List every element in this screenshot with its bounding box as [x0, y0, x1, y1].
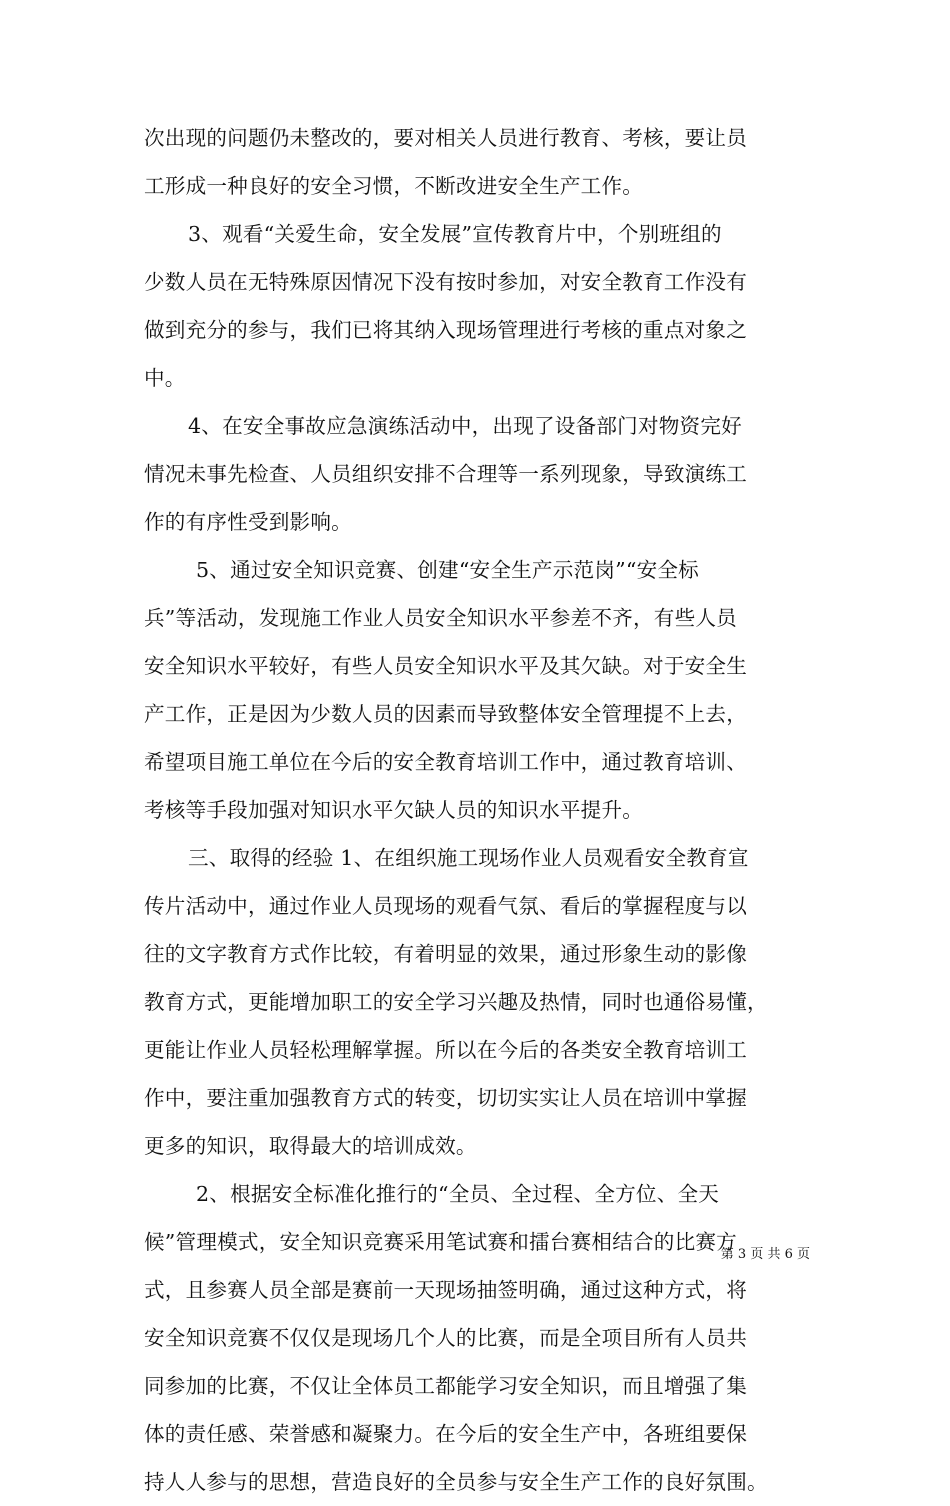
- text-line: 兵”等活动，发现施工作业人员安全知识水平参差不齐，有些人员: [144, 606, 737, 630]
- text-line: 安全知识竞赛不仅仅是现场几个人的比赛，而是全项目所有人员共: [144, 1326, 748, 1350]
- text-line: 工形成一种良好的安全习惯，不断改进安全生产工作。: [144, 174, 644, 198]
- text-line: 中。: [144, 366, 186, 390]
- text-line: 考核等手段加强对知识水平欠缺人员的知识水平提升。: [144, 798, 644, 822]
- text-line: 情况未事先检查、人员组织安排不合理等一系列现象，导致演练工: [144, 462, 748, 486]
- text-line: 安全知识水平较好，有些人员安全知识水平及其欠缺。对于安全生: [144, 654, 748, 678]
- text-line: 候”管理模式，安全知识竞赛采用笔试赛和擂台赛相结合的比赛方: [144, 1230, 737, 1254]
- text-line: 产工作，正是因为少数人员的因素而导致整体安全管理提不上去，: [144, 702, 748, 726]
- paragraph-start-3: 3、观看“关爱生命，安全发展”宣传教育片中，个别班组的: [188, 222, 722, 246]
- text-line: 持人人参与的思想，营造良好的全员参与安全生产工作的良好氛围。: [144, 1470, 768, 1494]
- paragraph-start-4: 4、在安全事故应急演练活动中，出现了设备部门对物资完好: [188, 414, 742, 438]
- page-number-footer: 第 3 页 共 6 页: [720, 1247, 810, 1262]
- document-body: [144, 114, 810, 1506]
- paragraph-start-5: 5、通过安全知识竞赛、创建“安全生产示范岗”“安全标: [196, 558, 699, 582]
- text-line: 教育方式，更能增加职工的安全学习兴趣及热情，同时也通俗易懂，: [144, 990, 768, 1014]
- text-line: 更能让作业人员轻松理解掌握。所以在今后的各类安全教育培训工: [144, 1038, 748, 1062]
- text-line: 往的文字教育方式作比较，有着明显的效果，通过形象生动的影像: [144, 942, 748, 966]
- paragraph-start-experience: 三、取得的经验 1、在组织施工现场作业人员观看安全教育宣: [188, 846, 749, 870]
- text-line: 传片活动中，通过作业人员现场的观看气氛、看后的掌握程度与以: [144, 894, 748, 918]
- text-line: 式，且参赛人员全部是赛前一天现场抽签明确，通过这种方式，将: [144, 1278, 748, 1302]
- text-line: 少数人员在无特殊原因情况下没有按时参加，对安全教育工作没有: [144, 270, 748, 294]
- text-line: 希望项目施工单位在今后的安全教育培训工作中，通过教育培训、: [144, 750, 748, 774]
- paragraph-start-2: 2、根据安全标准化推行的“全员、全过程、全方位、全天: [196, 1182, 720, 1206]
- text-line: 作中，要注重加强教育方式的转变，切切实实让人员在培训中掌握: [144, 1086, 748, 1110]
- text-line: 次出现的问题仍未整改的，要对相关人员进行教育、考核，要让员: [144, 126, 748, 150]
- text-line: 做到充分的参与，我们已将其纳入现场管理进行考核的重点对象之: [144, 318, 748, 342]
- text-line: 作的有序性受到影响。: [144, 510, 352, 534]
- text-line: 更多的知识，取得最大的培训成效。: [144, 1134, 477, 1158]
- text-line: 同参加的比赛，不仅让全体员工都能学习安全知识，而且增强了集: [144, 1374, 748, 1398]
- text-line: 体的责任感、荣誉感和凝聚力。在今后的安全生产中，各班组要保: [144, 1422, 748, 1446]
